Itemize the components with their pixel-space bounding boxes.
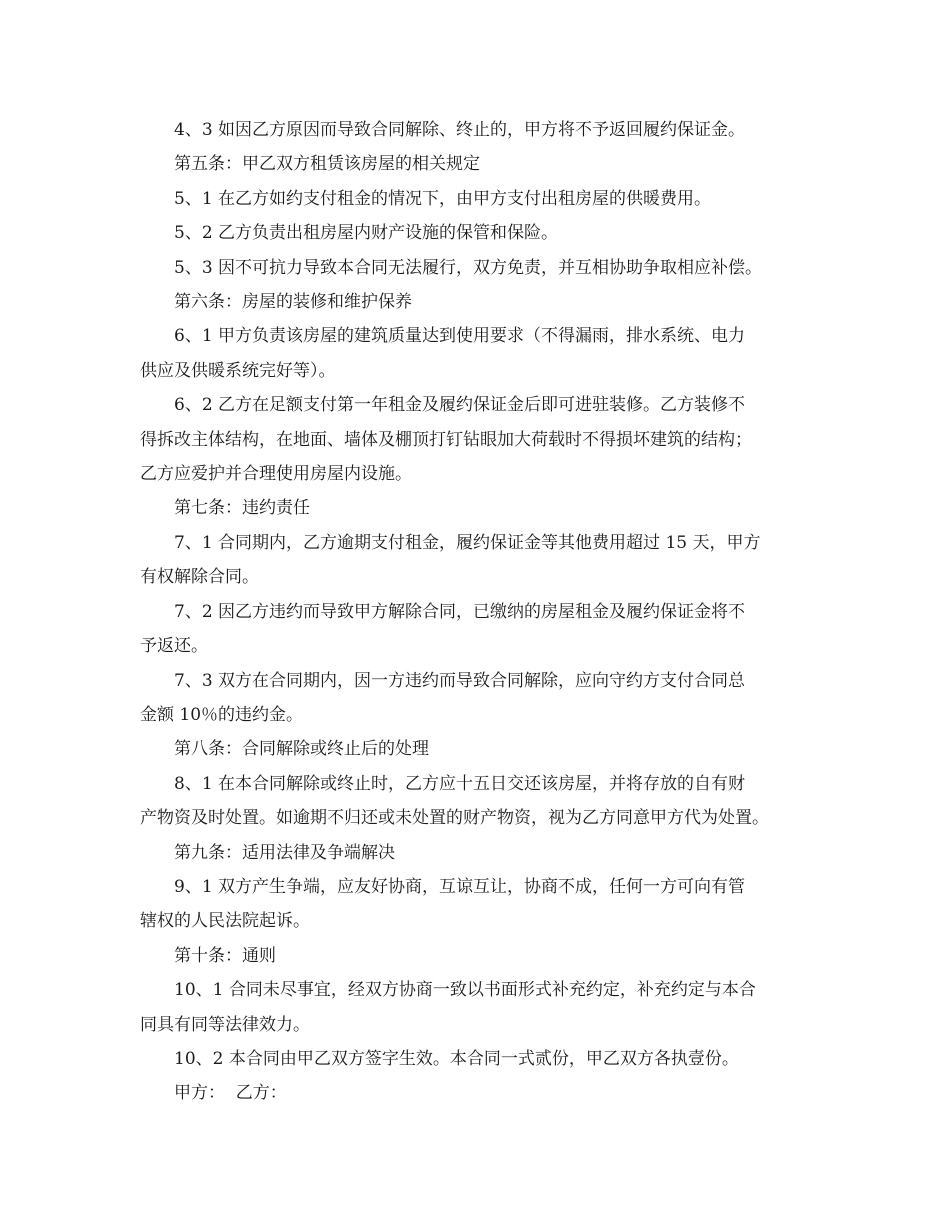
article-6-heading: 第六条：房屋的装修和维护保养 [174,292,412,313]
clause-7-3: 7、3 双方在合同期内，因一方违约而导致合同解除，应向守约方支付合同总 [174,670,746,691]
clause-9-1: 9、1 双方产生争端，应友好协商，互谅互让，协商不成，任何一方可向有管 [174,876,746,897]
clause-10-1: 10、1 合同未尽事宜，经双方协商一致以书面形式补充约定，补充约定与本合 [174,980,756,1001]
clause-6-1-cont: 供应及供暖系统完好等）。 [140,360,336,381]
clause-6-1: 6、1 甲方负责该房屋的建筑质量达到使用要求（不得漏雨，排水系统、电力 [174,326,746,347]
clause-5-1: 5、1 在乙方如约支付租金的情况下，由甲方支付出租房屋的供暖费用。 [174,188,712,209]
clause-10-2: 10、2 本合同由甲乙双方签字生效。本合同一式贰份，甲乙双方各执壹份。 [174,1048,739,1069]
clause-4-3: 4、3 如因乙方原因而导致合同解除、终止的，甲方将不予返回履约保证金。 [174,120,746,140]
article-5-heading: 第五条：甲乙双方租赁该房屋的相关规定 [174,154,480,175]
clause-7-2-cont: 予返还。 [140,636,208,657]
clause-8-1-cont: 产物资及时处置。如逾期不归还或未处置的财产物资，视为乙方同意甲方代为处置。 [140,808,769,829]
clause-7-2: 7、2 因乙方违约而导致甲方解除合同，已缴纳的房屋租金及履约保证金将不 [174,601,746,622]
clause-6-2-cont-2: 乙方应爱护并合理使用房屋内设施。 [140,464,412,485]
clause-7-1: 7、1 合同期内，乙方逾期支付租金，履约保证金等其他费用超过 15 天，甲方 [174,532,761,553]
clause-7-3-cont: 金额 10％的违约金。 [140,704,304,725]
clause-5-2: 5、2 乙方负责出租房屋内财产设施的保管和保险。 [174,223,559,244]
signature-line: 甲方： 乙方： [174,1083,287,1104]
clause-8-1: 8、1 在本合同解除或终止时，乙方应十五日交还该房屋，并将存放的自有财 [174,773,746,794]
clause-5-3: 5、3 因不可抗力导致本合同无法履行，双方免责，并互相协助争取相应补偿。 [174,257,763,278]
article-8-heading: 第八条：合同解除或终止后的处理 [174,739,429,760]
clause-9-1-cont: 辖权的人民法院起诉。 [140,911,310,932]
article-9-heading: 第九条：适用法律及争端解决 [174,842,395,863]
contract-text [140,113,812,1111]
article-7-heading: 第七条：违约责任 [174,498,310,519]
article-10-heading: 第十条：通则 [174,945,276,966]
clause-6-2: 6、2 乙方在足额支付第一年租金及履约保证金后即可进驻装修。乙方装修不 [174,395,746,416]
clause-6-2-cont-1: 得拆改主体结构，在地面、墙体及棚顶打钉钻眼加大荷载时不得损坏建筑的结构； [140,429,752,450]
clause-7-1-cont: 有权解除合同。 [140,567,259,588]
clause-10-1-cont: 同具有同等法律效力。 [140,1014,310,1035]
